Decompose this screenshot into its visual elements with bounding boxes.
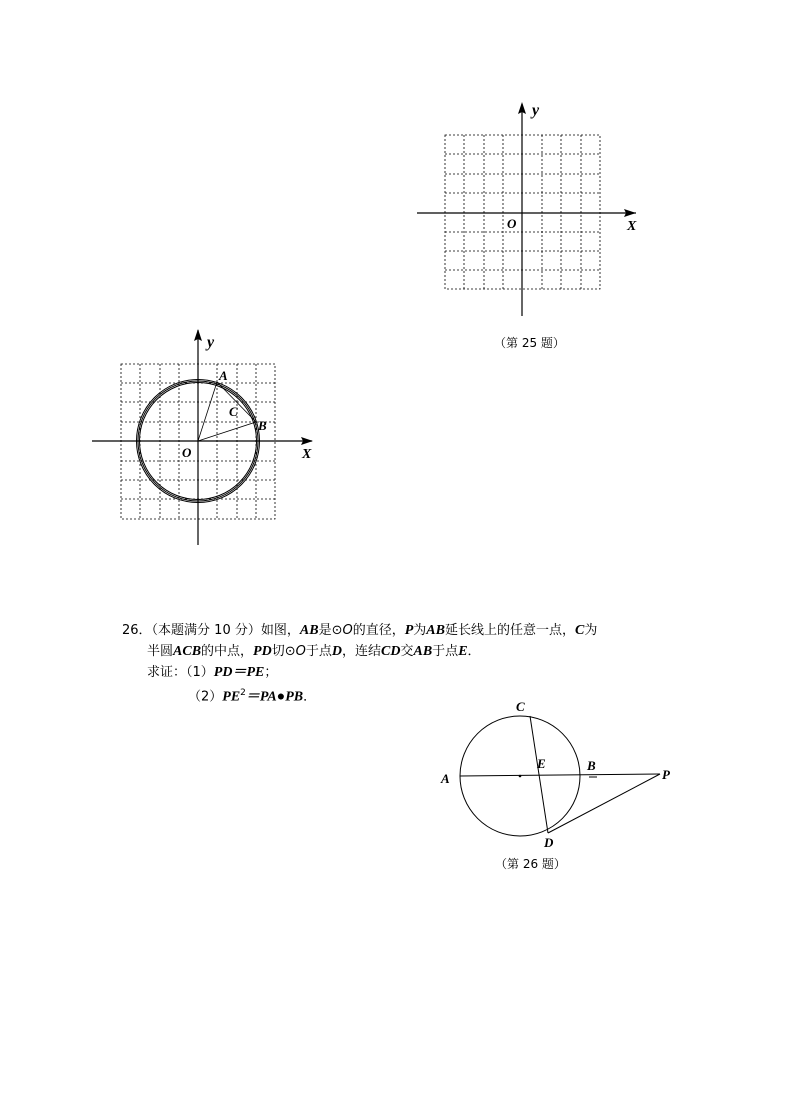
origin-label: O xyxy=(507,216,517,231)
point-e-label: E xyxy=(537,756,546,771)
point-a-label: A xyxy=(441,771,450,786)
figure-26-caption: （第 26 题） xyxy=(495,857,566,871)
problem-line-4: $(2)PE^2=PA●PB$． xyxy=(188,688,317,705)
x-axis-label: X xyxy=(627,219,637,234)
point-c-label: C xyxy=(516,699,525,714)
chord-cd xyxy=(530,716,548,833)
point-p-label: P xyxy=(662,767,670,782)
point-c-label: C xyxy=(229,404,238,419)
problem-26 xyxy=(122,620,682,707)
point-a-label: A xyxy=(219,368,228,383)
line-ap xyxy=(460,774,660,776)
problem-line-3: 求证：（1）PD＝PE； xyxy=(147,665,278,680)
segment-ob xyxy=(198,422,256,441)
point-b-label: B xyxy=(258,418,267,433)
problem-line-1: 26．（本题满分 10 分）如图，AB是⊙O的直径，P为AB延长线上的任意一点，C为 xyxy=(122,623,598,638)
point-b-label: B xyxy=(587,758,596,773)
problem-line-2: 半圆ACB的中点，PD切⊙O于点D，连结CD交AB于点E． xyxy=(147,644,481,659)
figure-25-caption: （第 25 题） xyxy=(494,336,565,350)
y-axis-label: y xyxy=(532,102,540,119)
figure-26 xyxy=(460,716,660,836)
x-axis-label: X xyxy=(302,447,312,462)
origin-label: O xyxy=(182,445,192,460)
y-axis-label: y xyxy=(207,334,215,351)
segment-oa xyxy=(198,382,217,441)
center-dot xyxy=(519,775,522,778)
point-d-label: D xyxy=(544,835,554,850)
tangent-pd xyxy=(548,774,660,833)
